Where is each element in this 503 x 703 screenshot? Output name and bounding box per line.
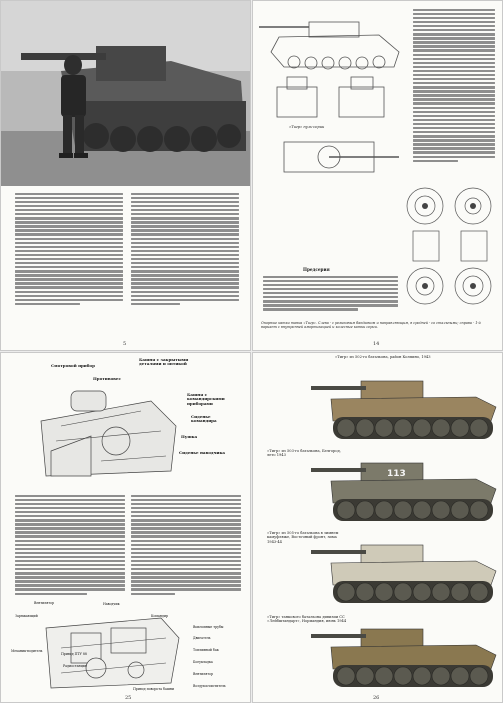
road-wheel [470,501,488,519]
turret-number: 113 [387,469,406,479]
profile-caption: «Тигр» из 503-го батальона, Белгород, лето 1943 [267,449,341,458]
label-loader: Заряжающий [15,614,38,618]
profile-caption: «Тигр» из 502-го батальона, район Колпино, 1943 [335,355,431,359]
section-body [263,274,398,312]
label-turret-drive: Привод поворота башни [133,687,175,691]
road-wheel [451,501,469,519]
road-wheel [470,419,488,437]
page-number: 26 [373,695,380,701]
body-text-right-column [413,7,495,164]
road-wheel [394,667,412,685]
tank-profile-illustration [311,373,501,445]
road-wheel [432,667,450,685]
turret [361,629,423,647]
road-wheel [375,501,393,519]
label-vent: Вентилятор [34,601,54,605]
profile-caption: «Тигр» из 505-го батальона в зимнем камуфляже, Восточный фронт, зима 1943-44 [267,531,339,544]
label-driver: Механик-водитель [11,649,43,653]
page-number: 25 [125,695,132,701]
label-fuel: Топливный бак [193,648,219,652]
road-wheel [356,667,374,685]
page-25 [0,352,251,703]
gun-barrel [311,550,366,554]
label-hatch-commander: Башня с командирскими приборами [187,392,225,406]
profile-caption: «Тигр» танкового батальона дивизии СС «Лейбштандарт», Нормандия, июнь 1944 [267,615,347,624]
label-seat-gunner: Сиденье наводчика [179,450,225,455]
road-wheel [394,501,412,519]
tank-profile-illustration [311,621,501,693]
tiger-tank-photo [1,1,251,186]
label-ammo: Боеукладка [193,660,213,664]
page-number: 5 [123,341,127,347]
body-text-right [131,493,241,597]
road-wheel [337,583,355,601]
body-text-left [15,493,125,597]
label-radio: Радиостанция [63,664,87,668]
label-gun: Пушка [181,434,198,439]
label-exhaust: Выхлопные трубы [193,625,224,629]
road-wheel [394,419,412,437]
label-gunner: Наводчик [103,602,120,606]
label-gearbox: Привод ПТУ 88 [61,652,87,656]
label-seat-commander: Сиденье командира [191,414,217,424]
label-counterweight: Противовес [93,376,121,381]
label-air-filter: Воздухоочиститель [193,684,226,688]
page-14 [252,0,503,351]
road-wheel [337,501,355,519]
road-wheel [356,501,374,519]
road-wheel [432,419,450,437]
road-wheel [413,419,431,437]
turret-cutaway-drawing [31,381,181,491]
road-wheel [470,583,488,601]
label-fan: Вентилятор [193,672,213,676]
road-wheel [394,583,412,601]
road-wheel [356,419,374,437]
label-engine: Двигатель [193,636,211,640]
road-wheel [375,419,393,437]
section-heading: Предсерия [303,267,330,272]
page-5 [0,0,251,351]
road-wheel [413,667,431,685]
turret [361,545,423,563]
tiger-technical-drawings [259,7,409,182]
label-observation-device: Смотровой прибор [51,363,95,368]
gun-barrel [311,386,366,390]
road-wheel [451,419,469,437]
figure-caption: Опорные катки танка «Тигр». Слева - с резиновым бандажом и направляющим, в средней - со стальными; справа - 1-й вариант с внутренней амортизацией и колесные катки серии. [261,321,481,330]
label-commander: Командир [151,614,169,618]
road-wheel [337,667,355,685]
road-wheel [432,583,450,601]
road-wheel [451,583,469,601]
road-wheel [413,501,431,519]
body-text-right [131,191,239,307]
road-wheel [375,667,393,685]
road-wheel [432,501,450,519]
road-wheel [337,419,355,437]
tank-profile-illustration [311,537,501,609]
gun-barrel [311,634,366,638]
road-wheel [375,583,393,601]
tank-profile-illustration [311,455,501,527]
hull-layout-drawing [41,608,181,693]
page-26 [252,352,503,703]
road-wheel [470,667,488,685]
gun-barrel [311,468,366,472]
road-wheel [451,667,469,685]
road-wheel [413,583,431,601]
page-number: 14 [373,341,380,347]
body-text-left [15,191,123,307]
turret [361,381,423,399]
road-wheel [356,583,374,601]
road-wheel-drawings [403,181,498,316]
series-label: «Тигр» нуль-серии [289,125,325,129]
label-commander-cupola: Башня с закрытыми деталями и оптикой [139,357,189,367]
